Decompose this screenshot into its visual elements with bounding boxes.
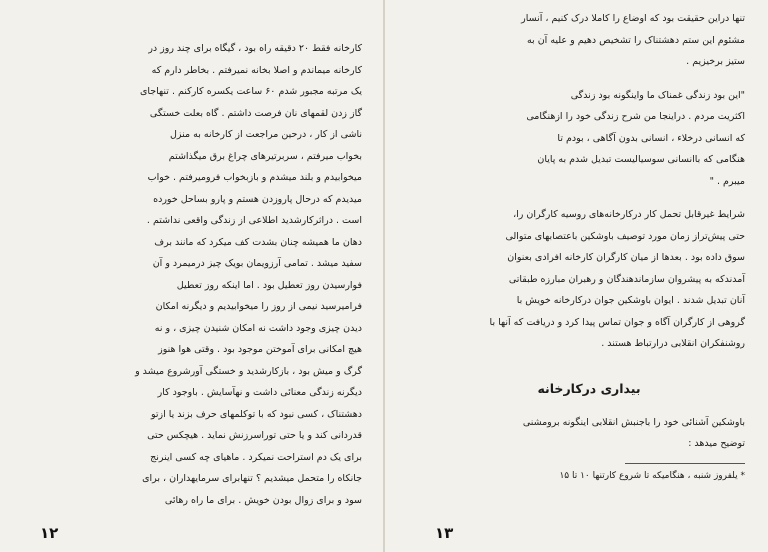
- text-line: مشئوم این ستم دهشتناک را تشخیص دهیم و علیه آن به: [526, 34, 745, 46]
- text-line: کارخانه میماندم و اصلا بخانه نمیرفتم . بخاطر دارم که: [151, 64, 362, 76]
- text-line: هیچ امکانی برای آموختن موجود بود . وقتی هوا هنوز: [158, 344, 362, 355]
- footnote-rule: [625, 463, 745, 464]
- text-line: سود و برای زوال بودن خویش . برای ما راه رهائی: [164, 494, 362, 506]
- text-line: فوارسیدن روز تعطیل بود . اما اینکه روز تعطیل: [176, 279, 362, 291]
- text-line: گروهی از کارگران آگاه و جوان تماس پیدا کرد و دریافت که آنها با: [489, 316, 745, 328]
- text-line: که انسانی درخلاء ، انسانی بدون آگاهی ، بودم تا: [557, 132, 745, 144]
- text-line: تنها دراین حقیقت بود که اوضاع را کاملا درک کنیم ، آنسار: [521, 13, 745, 24]
- intro-paragraph: [433, 8, 745, 73]
- text-line: سفید میشد . تمامی آرزویمان بویک چیز درمیمرد و آن: [152, 258, 362, 269]
- text-line: شرایط غیرقابل تحمل کار درکارخانه‌های روسیه کارگران را،: [513, 209, 745, 220]
- text-line: اکثریت مردم . دراینجا من شرح زندگی خود را ازهنگامی: [526, 111, 745, 122]
- text-line: دیگرنه زندگی معنائی داشت و نهآسایش . باوجود کار: [157, 387, 362, 398]
- left-page-text: [40, 38, 362, 511]
- left-page: [0, 0, 383, 552]
- right-page: [385, 0, 768, 552]
- text-line: میدیدم که درحال پاروزدن هستم و پارو بساحل خورده: [153, 193, 362, 205]
- text-line: قدردانی کند و یا حتی توراسرزنش نماید . هیچکس حتی: [147, 430, 362, 441]
- left-page-number: ۱۲: [40, 524, 59, 542]
- text-line: حتی پیش‌تراز زمان مورد توصیف باوشکین باعتصابهای متوالی: [505, 230, 745, 242]
- text-line: توضیح میدهد :: [688, 438, 745, 449]
- text-line: روشنفکران انقلابی درارتباط هستند .: [601, 338, 745, 349]
- text-line: ستیز برخیزیم .: [686, 56, 745, 67]
- text-line: آمدندکه به پیشروان سازماندهندگان و رهبران مبارزه‌ طبقاتی: [508, 273, 745, 285]
- text-line: میبرم . ": [709, 175, 745, 187]
- text-line: دیدن چیزی وجود داشت نه امکان شنیدن چیزی ، و نه: [154, 322, 362, 334]
- text-line: جانکاه را متحمل میشدیم ؟ تنهابرای سرمایهداران ، برای: [142, 473, 362, 484]
- text-line: یک مرتبه مجبور شدم ۶۰ ساعت یکسره کارکنم . تنهاجای: [139, 86, 362, 97]
- text-line: سوق داده بود . بعدها از میان کارگران کارخانه افرادی بعنوان: [507, 252, 745, 263]
- footnote: * یلفروز شنبه ، هنگامیکه تا شروع کارتنها ۱۰ تا ۱۵: [559, 470, 745, 481]
- section-paragraph: [433, 412, 745, 455]
- text-line: بخواب میرفتم ، سربرتیرهای چراغ برق میگذاشتم: [168, 150, 362, 162]
- text-line: دهان ما همیشه چنان بشدت کف میکرد که مانند برف: [154, 236, 362, 248]
- section-heading: بیداری درکارخانه: [537, 380, 641, 396]
- text-line: است . دراثرکارشدید اطلاعی از زندگی واقعی نداشتم .: [146, 215, 362, 226]
- text-line: فرامیرسید نیمی از روز را میخوابیدیم و دیگرنه امکان: [155, 301, 362, 312]
- text-line: دهشتناک ، کسی نبود که با توکلمهای حرف بزند یا ازتو: [150, 408, 362, 420]
- right-page-number: ۱۳: [435, 524, 454, 542]
- text-line: کارخانه فقط ۲۰ دقیقه راه بود ، گیگاه برای چند روز در: [148, 43, 362, 54]
- text-line: باوشکین آشنائی خود را باجنبش انقلابی اینگونه برومشنی: [522, 416, 745, 428]
- text-line: برای یک دم استراحت نمیکرد . ماهیای چه کسی اینرنج: [150, 451, 362, 463]
- text-line: گرگ و میش بود ، بازکارشدید و خستگی آورشروع میشد و: [135, 365, 362, 377]
- right-page-text: [433, 8, 745, 484]
- text-line: گاز زدن لقمهای نان فرصت داشتم . گاه بعلت خستگی: [149, 107, 362, 119]
- text-line: ناشی از کار ، درحین مراجعت از کارخانه به منزل: [169, 129, 362, 140]
- quote-paragraph: [433, 85, 745, 193]
- text-line: "این بود زندگی غمناک ما واینگونه بود زندگی: [570, 89, 745, 101]
- body-paragraph: [433, 204, 745, 355]
- text-line: آنان تبدیل شدند . ایوان باوشکین جوان درکارخانه خویش با: [516, 295, 745, 306]
- text-line: میخوابیدم و بلند میشدم و بازبخواب فرومیرفتم . خواب: [147, 172, 362, 183]
- text-line: هنگامی که باانسانی سوسیالیست تبدیل شدم به پایان: [537, 154, 745, 165]
